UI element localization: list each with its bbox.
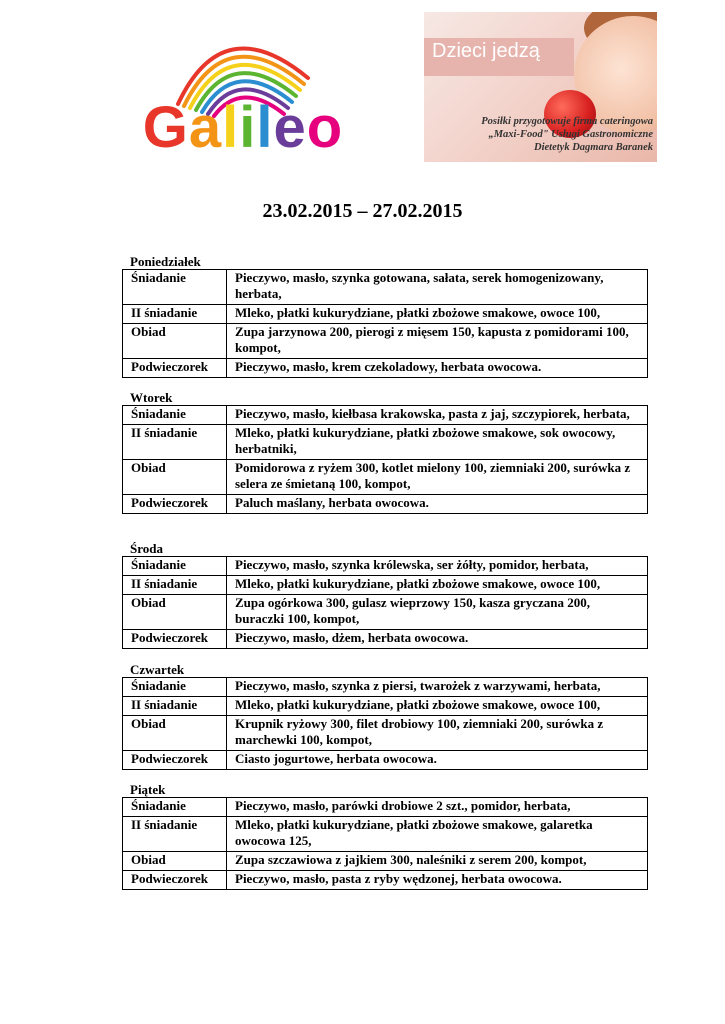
meal-name: Obiad (123, 852, 227, 871)
meal-items: Pieczywo, masło, parówki drobiowe 2 szt., pomidor, herbata, (227, 798, 648, 817)
meal-items: Pieczywo, masło, kiełbasa krakowska, pasta z jaj, szczypiorek, herbata, (227, 406, 648, 425)
table-row (123, 460, 648, 495)
table-row (123, 406, 648, 425)
meal-items: Pieczywo, masło, szynka z piersi, twarożek z warzywami, herbata, (227, 678, 648, 697)
day-block-wednesday (122, 541, 648, 649)
meal-name: Obiad (123, 595, 227, 630)
meal-items: Pieczywo, masło, pasta z ryby wędzonej, herbata owocowa. (227, 871, 648, 890)
meal-name: Obiad (123, 324, 227, 359)
meal-name: Śniadanie (123, 406, 227, 425)
catering-info-line: Dietetyk Dagmara Baranek (534, 142, 653, 153)
day-block-friday (122, 782, 648, 890)
table-row (123, 798, 648, 817)
meal-items: Pieczywo, masło, dżem, herbata owocowa. (227, 630, 648, 649)
meal-items: Ciasto jogurtowe, herbata owocowa. (227, 751, 648, 770)
meal-items: Pieczywo, masło, szynka gotowana, sałata, serek homogenizowany, herbata, (227, 270, 648, 305)
table-row (123, 716, 648, 751)
meal-name: II śniadanie (123, 817, 227, 852)
menu-table (122, 797, 648, 890)
meal-name: Podwieczorek (123, 359, 227, 378)
logo-letter: i (239, 95, 257, 160)
meal-name: II śniadanie (123, 576, 227, 595)
meal-name: Podwieczorek (123, 751, 227, 770)
meal-items: Krupnik ryżowy 300, filet drobiowy 100, ziemniaki 200, surówka z marchewki 100, kompot, (227, 716, 648, 751)
meal-name: Śniadanie (123, 798, 227, 817)
table-row (123, 678, 648, 697)
table-row (123, 270, 648, 305)
menu-table (122, 405, 648, 514)
date-range: 23.02.2015 – 27.02.2015 (262, 200, 463, 222)
meal-items: Mleko, płatki kukurydziane, płatki zbożowe smakowe, sok owocowy, herbatniki, (227, 425, 648, 460)
meal-name: II śniadanie (123, 425, 227, 460)
day-name: Poniedziałek (130, 254, 201, 269)
logo-letter: l (222, 95, 240, 160)
meal-items: Pieczywo, masło, szynka królewska, ser żółty, pomidor, herbata, (227, 557, 648, 576)
meal-name: Podwieczorek (123, 495, 227, 514)
meal-items: Zupa szczawiowa z jajkiem 300, naleśniki z serem 200, kompot, (227, 852, 648, 871)
banner-title: Dzieci jedzą (432, 40, 540, 62)
menu-table (122, 269, 648, 378)
menu-table (122, 677, 648, 770)
meal-name: Śniadanie (123, 678, 227, 697)
catering-info-line: Posiłki przygotowuje firma cateringowa (481, 116, 653, 127)
meal-name: II śniadanie (123, 697, 227, 716)
meal-items: Mleko, płatki kukurydziane, płatki zbożowe smakowe, owoce 100, (227, 305, 648, 324)
menu-table (122, 556, 648, 649)
day-name: Czwartek (130, 662, 185, 677)
logo-letter: o (306, 95, 344, 160)
table-row (123, 630, 648, 649)
table-row (123, 557, 648, 576)
table-row (123, 852, 648, 871)
logo-letter: G (142, 95, 189, 160)
table-row (123, 595, 648, 630)
day-name: Wtorek (130, 390, 173, 405)
logo-letter: e (273, 95, 307, 160)
meal-name: Obiad (123, 460, 227, 495)
meal-items: Zupa jarzynowa 200, pierogi z mięsem 150, kapusta z pomidorami 100, kompot, (227, 324, 648, 359)
meal-items: Paluch maślany, herbata owocowa. (227, 495, 648, 514)
table-row (123, 576, 648, 595)
table-row (123, 495, 648, 514)
table-row (123, 359, 648, 378)
table-row (123, 817, 648, 852)
day-name: Piątek (130, 782, 166, 797)
logo-letter: a (188, 95, 223, 160)
galileo-logo (118, 18, 368, 158)
day-name: Środa (130, 541, 163, 556)
meal-items: Pieczywo, masło, krem czekoladowy, herbata owocowa. (227, 359, 648, 378)
meal-name: Obiad (123, 716, 227, 751)
meal-items: Mleko, płatki kukurydziane, płatki zbożowe smakowe, galaretka owocowa 125, (227, 817, 648, 852)
catering-info-line: „Maxi-Food" Usługi Gastronomiczne (488, 129, 653, 140)
logo-wordmark (118, 96, 368, 160)
meal-name: II śniadanie (123, 305, 227, 324)
table-row (123, 871, 648, 890)
table-row (123, 324, 648, 359)
meal-name: Podwieczorek (123, 871, 227, 890)
day-block-tuesday (122, 390, 648, 514)
table-row (123, 751, 648, 770)
day-block-monday (122, 254, 648, 378)
meal-items: Mleko, płatki kukurydziane, płatki zbożowe smakowe, owoce 100, (227, 576, 648, 595)
meal-name: Podwieczorek (123, 630, 227, 649)
header-banner (424, 12, 657, 162)
table-row (123, 697, 648, 716)
meal-items: Pomidorowa z ryżem 300, kotlet mielony 100, ziemniaki 200, surówka z selera ze śmietaną 100, kompot, (227, 460, 648, 495)
table-row (123, 305, 648, 324)
catering-info (424, 115, 653, 154)
meal-name: Śniadanie (123, 557, 227, 576)
meal-items: Mleko, płatki kukurydziane, płatki zbożowe smakowe, owoce 100, (227, 697, 648, 716)
day-block-thursday (122, 662, 648, 770)
meal-items: Zupa ogórkowa 300, gulasz wieprzowy 150, kasza gryczana 200, buraczki 100, kompot, (227, 595, 648, 630)
meal-name: Śniadanie (123, 270, 227, 305)
logo-letter: l (256, 95, 274, 160)
table-row (123, 425, 648, 460)
